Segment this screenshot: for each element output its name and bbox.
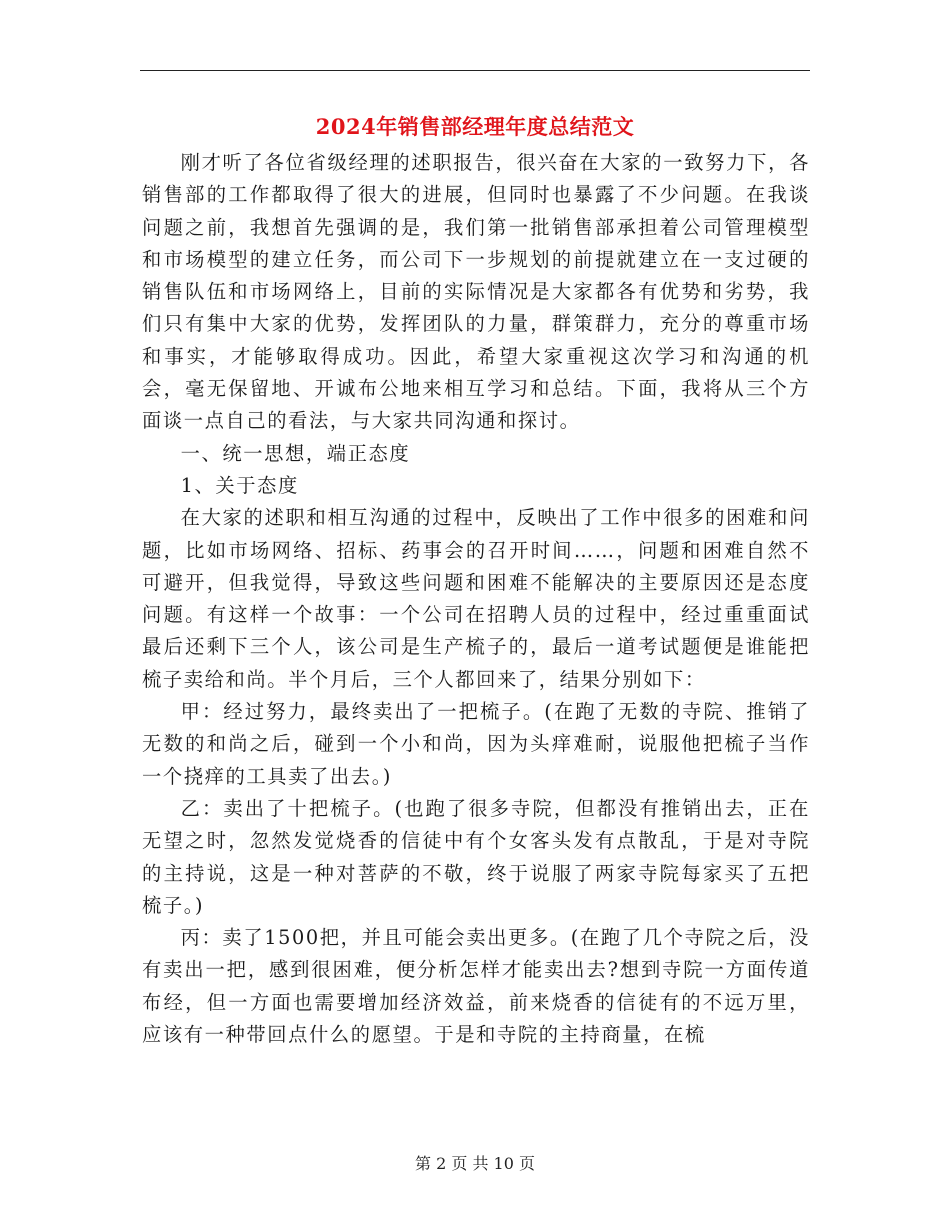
- header-rule: [140, 70, 810, 71]
- subsection-heading: 1、关于态度: [180, 473, 299, 497]
- paragraph-yi: 乙：卖出了十把梳子。(也跑了很多寺院，但都没有推销出去，正在无望之时，忽然发觉烧香的信徒中有个女客头发有点散乱，于是对寺院的主持说，这是一种对菩萨的不敬，终于说服了两家寺院每家买了五把梳子。): [142, 796, 810, 917]
- document-body: [142, 147, 810, 1051]
- paragraph-jia: 甲：经过努力，最终卖出了一把梳子。(在跑了无数的寺院、推销了无数的和尚之后，碰到一个小和尚，因为头痒难耐，说服他把梳子当作一个挠痒的工具卖了出去。): [142, 700, 810, 788]
- page-number: 第 2 页 共 10 页: [415, 1154, 535, 1173]
- section-heading: 一、统一思想，端正态度: [180, 441, 411, 465]
- paragraph-intro: 刚才听了各位省级经理的述职报告，很兴奋在大家的一致努力下，各销售部的工作都取得了很大的进展，但同时也暴露了不少问题。在我谈问题之前，我想首先强调的是，我们第一批销售部承担着公司管理模型和市场模型的建立任务，而公司下一步规划的前提就建立在一支过硬的销售队伍和市场网络上，目前的实际情况是大家都各有优势和劣势，我们只有集中大家的优势，发挥团队的力量，群策群力，充分的尊重市场和事实，才能够取得成功。因此，希望大家重视这次学习和沟通的机会，毫无保留地、开诚布公地来相互学习和总结。下面，我将从三个方面谈一点自己的看法，与大家共同沟通和探讨。: [142, 151, 810, 433]
- paragraph-bing: 丙：卖了1500把，并且可能会卖出更多。(在跑了几个寺院之后，没有卖出一把，感到很困难，便分析怎样才能卖出去?想到寺院一方面传道布经，但一方面也需要增加经济效益，前来烧香的信徒有的不远万里，应该有一种带回点什么的愿望。于是和寺院的主持商量，在梳: [142, 926, 810, 1047]
- document-title: 2024年销售部经理年度总结范文: [315, 114, 635, 139]
- paragraph-story: 在大家的述职和相互沟通的过程中，反映出了工作中很多的困难和问题，比如市场网络、招标、药事会的召开时间……，问题和困难自然不可避开，但我觉得，导致这些问题和困难不能解决的主要原因还是态度问题。有这样一个故事：一个公司在招聘人员的过程中，经过重重面试最后还剩下三个人，该公司是生产梳子的，最后一道考试题便是谁能把梳子卖给和尚。半个月后，三个人都回来了，结果分别如下：: [142, 506, 810, 691]
